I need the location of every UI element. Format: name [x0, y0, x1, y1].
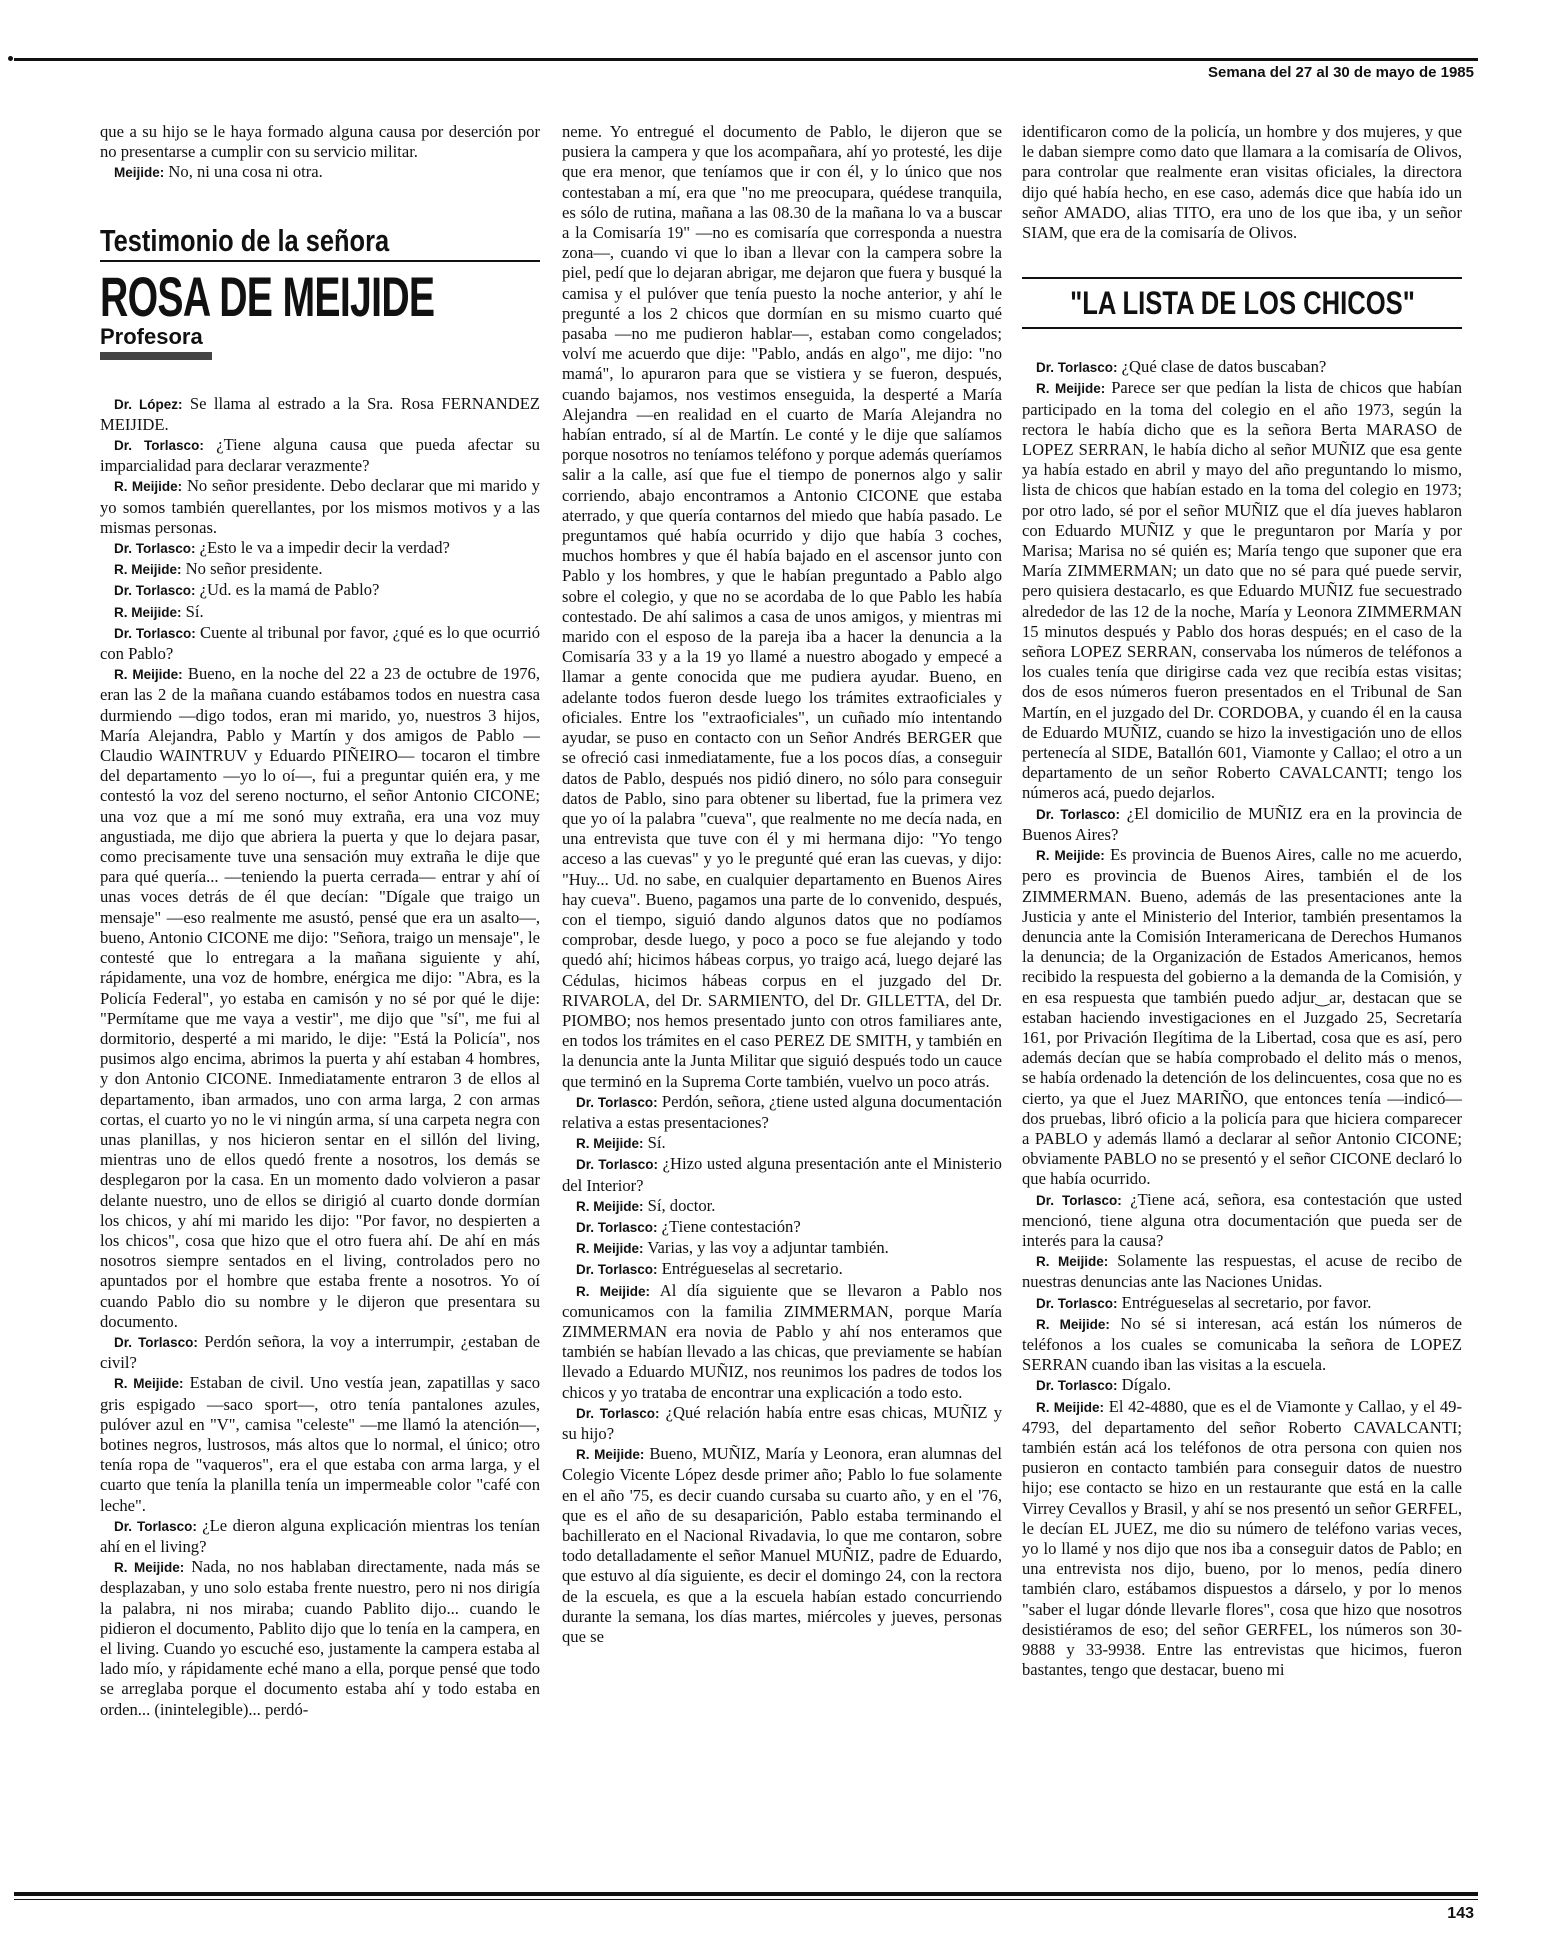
col1-intro: [100, 122, 540, 184]
paragraph-text: Cuente al tribunal por favor, ¿qué es lo que ocurrió con Pablo?: [100, 622, 540, 664]
paragraph-text: ¿Hizo usted alguna presentación ante el Ministerio del Interior?: [562, 1154, 1002, 1195]
paragraph: [100, 1332, 540, 1373]
footer-rule: [14, 1892, 1478, 1896]
speaker-label: R. Meijide:: [1036, 1399, 1105, 1415]
paragraph-text: Bueno, en la noche del 22 a 23 de octubre de 1976, eran las 2 de la mañana cuando estábamos todos en nuestra casa durmiendo —digo todos, eran mi marido, yo, nuestros 3 hijos, María Alejandra, Pablo y Martín y dos amigos de Pablo —Claudio WAINTRUV y Eduardo PIÑEIRO— tocaron el timbre del departamento —yo lo oí—, fui a preguntar quién era, y me contestó la voz del sereno nocturno, el señor Antonio CICONE; una voz que a mí me sonó muy extraña, era una voz muy angustiada, me dijo que abriera la puerta y que lo dejara pasar, como precisamente tuve una sensación muy extraña le dije que para qué quería... —teniendo la puerta cerrada— entrar y ahí oí unas voces detrás de él que decían: "Dígale que traigo un mensaje" —eso realmente me asustó, pensé que era un asalto—, bueno, Antonio CICONE me dijo: "Señora, traigo un mensaje", le contesté que lo entregara a la mañana siguiente y ahí, rápidamente, una voz de hombre, enérgica me dijo: "Abra, es la Policía Federal", yo estaba en camisón y no sé por qué le dije: "Permítame que me vaya a vestir", me dijo que "sí", me fui al dormitorio, desperté a mi marido, le dije: "Está la Policía", nos pusimos algo encima, abrimos la puerta y ahí estaban 4 hombres, y don Antonio CICONE. Inmediatamente entraron 3 de ellos al departamento, iban armados, uno con arma larga, 2 con armas cortas, el cuarto yo no le vi ningún arma, sí una carpeta negra con unas planillas, y nos hicieron sentar en el sillón del living, mientras uno de ellos quedó frente a nosotros, los demás se desplegaron por la casa. En un momento dado volvieron a pasar delante nuestro, uno de ellos se dirigió al cuarto donde dormían los chicos, y ahí mi marido les dijo: "Por favor, no despierten a los chicos", cosa que hizo que el otro fuera ahí. De ahí en más nosotros siempre sentados en el living, controlados pero no apuntados por el hombre que estaba frente a nosotros. Yo oí cuando Pablo dio su nombre y le dijeron que presentara su documento.: [100, 664, 540, 1331]
speaker-label: Dr. Torlasco:: [114, 438, 204, 454]
paragraph: [1022, 378, 1462, 803]
paragraph: [1022, 1293, 1462, 1314]
paragraph: [100, 559, 540, 580]
speaker-label: Dr. Torlasco:: [1036, 1192, 1122, 1208]
speaker-label: Dr. Torlasco:: [1036, 1295, 1118, 1311]
col2-testimony: [562, 122, 1002, 1647]
paragraph-text: El 42-4880, que es el de Viamonte y Callao, y el 49-4793, del departamento del señor Roberto CAVALCANTI; también están acá los teléfonos de otra persona con quien nos pusieron en contacto también para conseguir datos de nuestro hijo; ese contacto se hizo en un restaurante que está en la calle Virrey Cevallos y Brasil, y ahí se nos presentó un señor GERFEL, le decían EL JUEZ, me dio su número de teléfono varias veces, yo lo llamé y nos dijo que nos iba a conseguir datos de Pablo; en una entrevista nos dijo, bueno, por lo menos, pedía dinero también claro, estábamos dispuestos a dárselo, y por lo menos "saber el lugar dónde llevarle flores", cosa que hizo que nosotros desistiéramos de eso; del señor GERFEL, los números son 30-9888 y 33-9938. Entre las entrevistas que hicimos, fueron bastantes, tengo que destacar, bueno mi: [1022, 1396, 1462, 1680]
speaker-label: R. Meijide:: [576, 1198, 644, 1214]
issue-date: Semana del 27 al 30 de mayo de 1985: [1208, 64, 1474, 81]
paragraph-text: ¿Tiene contestación?: [657, 1216, 801, 1236]
paragraph: [100, 623, 540, 664]
speaker-label: R. Meijide:: [114, 1560, 185, 1576]
paragraph: [100, 538, 540, 559]
speaker-label: R. Meijide:: [576, 1136, 644, 1152]
section-box: [1022, 277, 1462, 329]
speaker-label: Dr. Torlasco:: [114, 625, 196, 641]
paragraph: [1022, 1251, 1462, 1292]
paragraph: [1022, 1314, 1462, 1376]
witness-role: Profesora: [100, 323, 203, 349]
speaker-label: Dr. Torlasco:: [114, 1334, 198, 1350]
section-heading: "LA LISTA DE LOS CHICOS": [1069, 285, 1415, 322]
paragraph: [100, 476, 540, 538]
paragraph-text: Entrégueselas al secretario, por favor.: [1117, 1292, 1372, 1312]
speaker-label: R. Meijide:: [1036, 848, 1105, 864]
title-rule: [100, 260, 540, 262]
col3-testimony: [1022, 357, 1462, 1680]
paragraph: [100, 1557, 540, 1720]
paragraph-text: Perdón, señora, ¿tiene usted alguna documentación relativa a estas presentaciones?: [562, 1091, 1002, 1132]
paragraph-text: Sí.: [643, 1133, 666, 1153]
speaker-label: Dr. Torlasco:: [576, 1262, 658, 1278]
paragraph-text: Al día siguiente que se llevaron a Pablo nos comunicamos con la familia ZIMMERMAN, porque María ZIMMERMAN era novia de Pablo y ahí nos enteramos que también se habían llevado a las chicas, que previamente se habían llevado a Eduardo MUÑIZ, nos reunimos los padres de todos los chicos y yo trataba de encontrar una explicación a todo esto.: [562, 1280, 1002, 1402]
header-rule: [14, 58, 1478, 61]
speaker-label: Dr. Torlasco:: [1036, 360, 1118, 376]
speaker-label: Dr. Torlasco:: [114, 583, 196, 599]
paragraph-text: ¿Esto le va a impedir decir la verdad?: [195, 538, 450, 558]
footer-rule-thin: [14, 1899, 1478, 1900]
speaker-label: Dr. Torlasco:: [576, 1157, 659, 1173]
paragraph: [100, 1516, 540, 1557]
paragraph-text: Se llama al estrado a la Sra. Rosa FERNANDEZ MEIJIDE.: [100, 393, 540, 434]
role-bar: [100, 352, 212, 360]
paragraph-text: ¿Qué relación había entre esas chicas, MUÑIZ y su hijo?: [562, 1402, 1002, 1443]
paragraph-text: No señor presidente.: [181, 559, 323, 579]
paragraph: [562, 1092, 1002, 1133]
speaker-label: Dr. Torlasco:: [576, 1219, 658, 1235]
paragraph-text: ¿Ud. es la mamá de Pablo?: [195, 580, 380, 600]
paragraph-text: identificaron como de la policía, un hombre y dos mujeres, y que le daban siempre como dato que llamara a la comisaría de Olivos, para controlar que realmente eran visitas oficiales, la directora dijo qué había hecho, en ese caso, además dice que había ido un señor AMADO, alias TITO, era uno de los que iba, y un señor SIAM, que era de la comisaría de Olivos.: [1022, 122, 1462, 243]
paragraph-text: Sí.: [181, 601, 204, 621]
paragraph-text: No sé si interesan, acá están los números de teléfonos a los cuales se comunicaba la señora de LOPEZ SERRAN cuando iban las visitas a la escuela.: [1022, 1313, 1462, 1375]
paragraph: [100, 1373, 540, 1515]
speaker-label: Dr. Torlasco:: [1036, 1378, 1118, 1394]
speaker-label: R. Meijide:: [1036, 1254, 1109, 1270]
paragraph: [1022, 1190, 1462, 1252]
paragraph: [1022, 845, 1462, 1189]
paragraph: [562, 1217, 1002, 1238]
speaker-label: Dr. Torlasco:: [576, 1405, 660, 1421]
column-3: [1022, 122, 1462, 1884]
paragraph-text: Bueno, MUÑIZ, María y Leonora, eran alumnas del Colegio Vicente López desde primer año; Pablo lo fue solamente en el año '75, es decir cuando cursaba su cuarto año, y en el '76, que es el año de su desaparición, Pablo estaba terminando el bachillerato en el Nacional Rivadavia, lo que me contaron, sobre todo detalladamente el señor Manuel MUÑIZ, padre de Eduardo, que estuvo al día siguiente, es decir el domingo 24, con la rectora de la escuela, es que a la escuela habían estado concurriendo durante la semana, los días martes, miércoles y jueves, personas que se: [562, 1444, 1002, 1647]
paragraph-text: No señor presidente. Debo declarar que mi marido y yo somos también querellantes, por los mismos motivos y a las mismas personas.: [100, 476, 540, 537]
paragraph-text: ¿Tiene alguna causa que pueda afectar su imparcialidad para declarar verazmente?: [100, 435, 540, 476]
paragraph-text: ¿Tiene acá, señora, esa contestación que usted mencionó, tiene alguna otra documentación que pueda ser de interés para la causa?: [1022, 1189, 1462, 1250]
paragraph: [562, 1133, 1002, 1154]
header-dot: [8, 56, 13, 61]
column-2: [562, 122, 1002, 1884]
paragraph-text: ¿Qué clase de datos buscaban?: [1117, 357, 1327, 377]
paragraph: [562, 1259, 1002, 1280]
speaker-label: R. Meijide:: [114, 604, 182, 620]
section-title: Testimonio de la señora: [100, 222, 390, 258]
witness-name: ROSA DE MEIJIDE: [100, 264, 435, 328]
paragraph-text: Es provincia de Buenos Aires, calle no me acuerdo, pero es provincia de Buenos Aires, también el de los ZIMMERMAN. Bueno, además de las presentaciones ante la Justicia y ante el Ministerio del Interior, también presentamos la denuncia ante la Comisión Interamericana de Derechos Humanos la denuncia; de la Organización de Estados Americanos, hemos recibido la respuesta del gobierno a la demanda de la Comisión, y en esa respuesta que también puedo adjur‿ar, destacan que se estaban haciendo investigaciones en el Juzgado 25, Secretaría 161, por Privación Ilegítima de la Libertad, cosa que es así, pero además decían que se había comprobado el delito más o menos, se había ordenado la detención de los delincuentes, cosa que no es cierto, ya que el Juez MARIÑO, que entonces tenía —indicó— dos pruebas, libró oficio a la policía para que hiciera comparecer a PABLO y además llamó a declarar al señor Antonio CICONE; obviamente PABLO no se presentó y el señor CICONE declaró lo que había ocurrido.: [1022, 845, 1462, 1189]
paragraph-text: Parece ser que pedían la lista de chicos que habían participado en la toma del colegio en el año 1973, según la rectora le había dicho que es la señora Berta MARASO de LOPEZ SERRAN, le había dicho al señor MUÑIZ que esa gente ya había estado en abril y mayo del año preguntando lo mismo, lista de chicos que habían estado en la toma del colegio en 1973; por otro lado, sé por el señor MUÑIZ que el día jueves hablaron con Eduardo MUÑIZ y que le preguntaron por María y por Marisa; Marisa no sé quién es; María tengo que suponer que era María ZIMMERMAN; un dato que no sé para qué puede servir, pero quisiera destacarlo, es que Eduardo MUÑIZ fue secuestrado alrededor de las 12 de la noche, María y Leonora ZIMMERMAN 15 minutos después y Pablo dos horas después; en el caso de la señora LOPEZ SERRAN, conservaba los números de teléfonos a los cuales tenía que dirigirse cada vez que recibía estas visitas; dos de esos números fueron presentados en el Tribunal de San Martín, en el juzgado del Dr. CORDOBA, y cuando él en la causa de Eduardo MUÑIZ, cuando se hizo la investigación uno de ellos pertenecía al SIDE, Batallón 601, Viamonte y Callao; el otro a un departamento de un señor Roberto CAVALCANTI; tengo los números acá, puedo dejarlos.: [1022, 378, 1462, 803]
paragraph: [562, 1403, 1002, 1444]
speaker-label: R. Meijide:: [114, 1376, 184, 1392]
paragraph: [100, 664, 540, 1332]
column-1: [100, 122, 540, 1884]
paragraph: [100, 122, 540, 162]
paragraph-text: Entrégueselas al secretario.: [657, 1259, 843, 1279]
speaker-label: R. Meijide:: [576, 1241, 644, 1257]
paragraph-text: Nada, no nos hablaban directamente, nada más se desplazaban, y uno solo estaba frente nuestro, pero ni nos dirigía la palabra, ni nos miraba; cuando Pablito dijo... cuando le pidieron el documento, Pablito dijo que lo tenía en la campera, en el living. Cuando yo escuché eso, justamente la campera estaba al lado mío, y rápidamente eché mano a ella, porque pensé que todo se arreglaba porque el documento estaba ahí y todo estaba en orden... (inintelegible)... perdó-: [100, 1557, 540, 1719]
paragraph-text: neme. Yo entregué el documento de Pablo, le dijeron que se pusiera la campera y que los acompañara, ahí yo protesté, les dije que era menor, que teníamos que ir con él, y lo único que nos contestaban a mí, era que "no me preocupara, quédese tranquila, es sólo de rutina, mañana a las 08.30 de la mañana lo va a buscar a la Comisaría 19" —no es comisaría que corresponda a nuestra zona—, cuando vi que lo iban a llevar con la campera sobre la piel, pedí que lo dejaran abrigar, me dejaron que fuera y busqué la camisa y el pulóver que tenía puesto la noche anterior, y ahí le pregunté a los 2 chicos que dormían en su mismo cuarto qué pasaba —no me pudieron hablar—, estaban como congelados; volví me acuerdo que dije: "Pablo, andás en algo", me dijo: "no mamá", lo apuraron para que se vistiera y se fueron, después, cuando bajamos, nos vestimos enseguida, la desperté a María Alejandra —en realidad en el cuarto de María Alejandra no habían entrado, sí al de Martín. Le conté y le dije que salíamos porque nosotros no teníamos teléfono y porque además queríamos salir a la calle, así que fue el tiempo de ponernos algo y salir corriendo, abajo encontramos a Antonio CICONE que estaba aterrado, y que quería contarnos del miedo que había pasado. Le preguntamos qué había ocurrido y dijo que había 3 coches, muchos hombres y que él había bajado en el ascensor junto con Pablo y los hombres, y que le habían preguntado a Pablo algo sobre el colegio, y que no se acordaba de lo que Pablo les había contestado. De ahí salimos a casa de unos amigos, y mientras mi marido con el esposo de la pareja iba a hacer la denuncia a la Comisaría 33 y a la 19 yo llamé a nuestro abogado y empecé a llamar a gente conocida que me pudiera ayudar. Bueno, en adelante todos fueron desde luego los trámites extraoficiales y oficiales. Entre los "extraoficiales", un cuñado mío intentando ayudar, se puso en contacto con un Señor Andrés BERGER que se ofreció casi inmediatamente, fue a los pocos días, a conseguir datos de Pablo, después nos pidió dinero, no sólo para conseguir datos de Pablo, sino para obtener su libertad, fue la primera vez que yo oí la palabra "cueva", que realmente no me decía nada, en una entrevista que tuve con él y mi hermana dijo: "Yo tengo acceso a las cuevas" y yo le pregunté qué eran las cuevas, y dijo: "Huy... Ud. no sabe, en cualquier departamento en Buenos Aires hay cueva". Bueno, pagamos una parte de lo convenido, después, con el tiempo, siguió dando algunos datos que no podíamos comprobar, desde luego, y poco a poco se fue alejando y todo quedó ahí; hicimos hábeas corpus, yo traigo acá, luego dejaré las Cédulas, hicimos hábeas corpus en el juzgado del Dr. RIVAROLA, del Dr. SARMIENTO, del Dr. GILLETTA, del Dr. PIOMBO; nos hemos presentado junto con otros familiares ante, en todos los trámites en el caso PEREZ DE SMITH, y también en la denuncia ante la Junta Militar que siguió después todo un cauce que terminó en la Suprema Corte también, vuelvo un poco atrás.: [562, 122, 1002, 1091]
paragraph: [100, 435, 540, 476]
speaker-label: Dr. Torlasco:: [114, 541, 196, 557]
paragraph: [562, 1196, 1002, 1217]
paragraph-text: ¿El domicilio de MUÑIZ era en la provincia de Buenos Aires?: [1022, 803, 1462, 844]
paragraph-text: Solamente las respuestas, el acuse de recibo de nuestras denuncias ante las Naciones Unidas.: [1022, 1251, 1462, 1292]
paragraph: [562, 1281, 1002, 1403]
paragraph-text: Varias, y las voy a adjuntar también.: [643, 1238, 889, 1258]
paragraph: [100, 602, 540, 623]
speaker-label: R. Meijide:: [114, 562, 182, 578]
paragraph-text: que a su hijo se le haya formado alguna causa por deserción por no presentarse a cumplir con su servicio militar.: [100, 122, 540, 162]
speaker-label: R. Meijide:: [114, 479, 183, 495]
speaker-label: Dr. Torlasco:: [1036, 806, 1121, 822]
paragraph: [100, 394, 540, 435]
paragraph-text: No, ni una cosa ni otra.: [164, 162, 323, 182]
speaker-label: R. Meijide:: [576, 1283, 650, 1299]
col3-intro: [1022, 122, 1462, 243]
paragraph: [1022, 1397, 1462, 1681]
paragraph: [562, 1154, 1002, 1195]
speaker-label: R. Meijide:: [1036, 1316, 1110, 1332]
speaker-label: R. Meijide:: [576, 1447, 645, 1463]
speaker-label: R. Meijide:: [1036, 381, 1106, 397]
paragraph: [562, 122, 1002, 1092]
speaker-label: Dr. Torlasco:: [114, 1518, 197, 1534]
paragraph: [1022, 357, 1462, 378]
page-number: 143: [1447, 1905, 1474, 1922]
speaker-label: R. Meijide:: [114, 667, 183, 683]
paragraph-text: ¿Le dieron alguna explicación mientras los tenían ahí en el living?: [100, 1515, 540, 1556]
speaker-label: Meijide:: [114, 165, 165, 181]
paragraph-text: Estaban de civil. Uno vestía jean, zapatillas y saco gris espigado —saco sport—, otro tenía pantalones azules, pulóver azul en "V", camisa "celeste" —me llamó la atención—, botines negros, lustrosos, más altos que lo normal, el único; otro tenía ropa de "vaqueros", era el que estaba con arma larga, y el cuarto que tenía la planilla tenía un impermeable color "café con leche".: [100, 1373, 540, 1515]
speaker-label: Dr. Torlasco:: [576, 1094, 658, 1110]
paragraph: [100, 580, 540, 601]
paragraph: [1022, 804, 1462, 845]
paragraph: [100, 162, 540, 183]
paragraph: [1022, 1375, 1462, 1396]
paragraph: [1022, 122, 1462, 243]
paragraph: [562, 1444, 1002, 1647]
paragraph-text: Perdón señora, la voy a interrumpir, ¿estaban de civil?: [100, 1331, 540, 1373]
paragraph-text: Dígalo.: [1117, 1375, 1171, 1395]
speaker-label: Dr. López:: [114, 396, 183, 412]
paragraph-text: Sí, doctor.: [643, 1195, 716, 1215]
col1-testimony: [100, 394, 540, 1720]
paragraph: [562, 1238, 1002, 1259]
